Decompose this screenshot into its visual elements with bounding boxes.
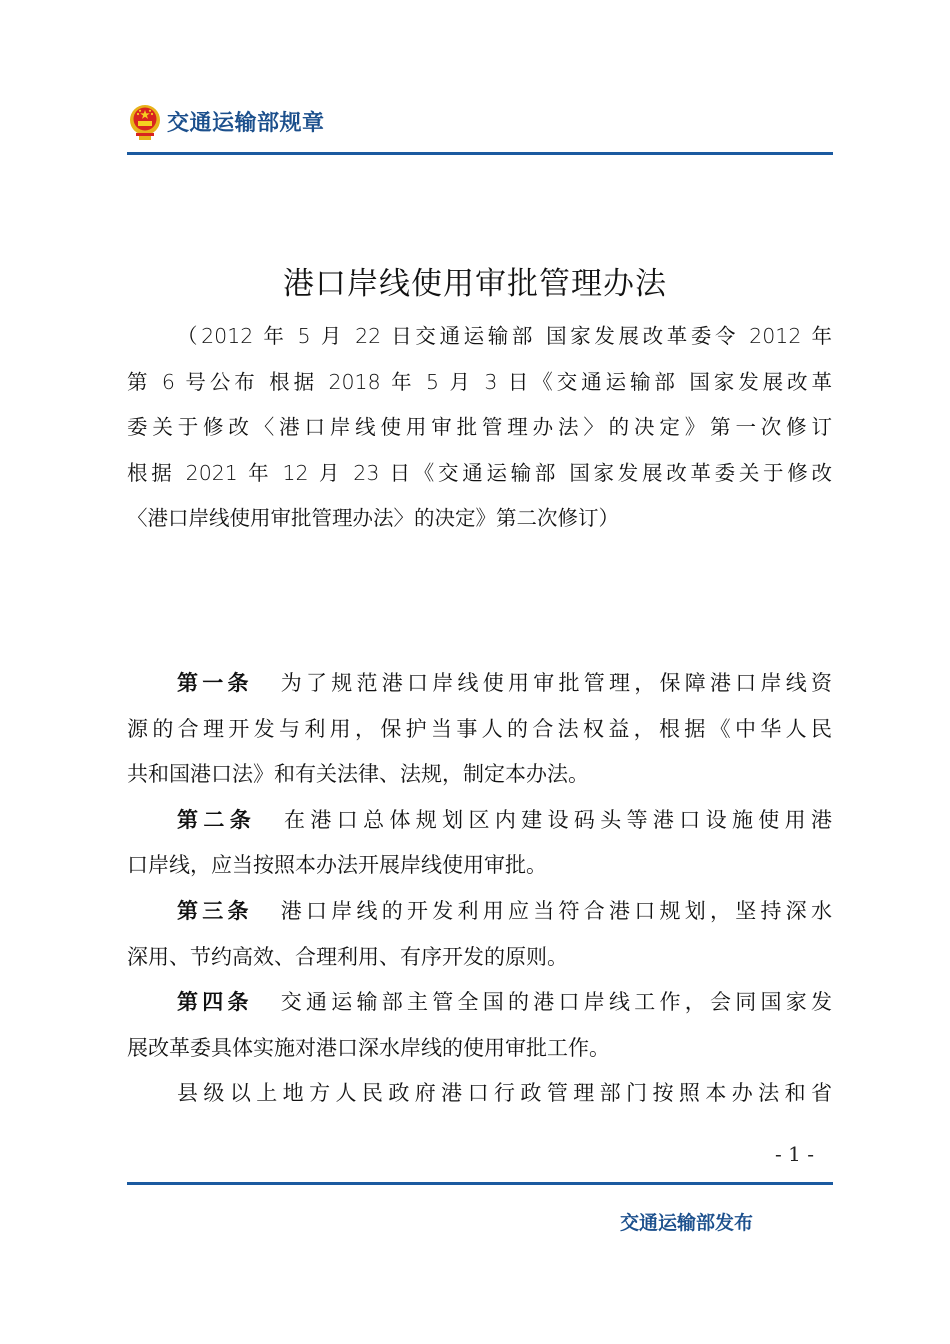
document-subtitle: [127, 314, 832, 542]
document-body: [127, 661, 832, 1117]
continuation-paragraph: 县级以上地方人民政府港口行政管理部门按照本办法和省: [177, 1081, 832, 1106]
subtitle-line: 根据 2021 年 12 月 23 日《交通运输部 国家发展改革委关于修改: [127, 460, 832, 485]
article-label: 第三条: [177, 898, 253, 923]
article-text: 交通运输部主管全国的港口岸线工作，会同国家发: [280, 990, 832, 1015]
national-emblem-icon: [127, 104, 163, 142]
article-3: [127, 889, 832, 980]
subtitle-line: 〈港口岸线使用审批管理办法〉的决定》第二次修订）: [127, 506, 619, 530]
article-2: [127, 798, 832, 889]
article-text: 源的合理开发与利用，保护当事人的合法权益，根据《中华人民: [127, 716, 832, 741]
article-label: 第四条: [177, 990, 253, 1015]
header-title: 交通运输部规章: [167, 111, 325, 136]
article-text: 在港口总体规划区内建设码头等港口设施使用港: [284, 807, 833, 832]
article-label: 第一条: [177, 671, 253, 695]
page-header: [127, 100, 833, 158]
article-label: 第二条: [177, 807, 257, 832]
article-1: [127, 661, 832, 798]
subtitle-line: 委关于修改〈港口岸线使用审批管理办法〉的决定》第一次修订: [127, 415, 832, 439]
page-number: - 1 -: [775, 1142, 814, 1166]
article-text: 为了规范港口岸线使用审批管理，保障港口岸线资: [280, 671, 832, 695]
footer-divider: [127, 1182, 833, 1185]
document-title: 港口岸线使用审批管理办法: [283, 266, 667, 302]
article-text: 展改革委具体实施对港口深水岸线的使用审批工作。: [127, 1035, 610, 1060]
subtitle-line: （2012 年 5 月 22 日交通运输部 国家发展改革委令 2012 年: [177, 324, 832, 348]
footer-publisher: 交通运输部发布: [620, 1212, 754, 1234]
article-text: 共和国港口法》和有关法律、法规，制定本办法。: [127, 762, 589, 787]
article-text: 深用、节约高效、合理利用、有序开发的原则。: [127, 944, 568, 969]
subtitle-line: 第 6 号公布 根据 2018 年 5 月 3 日《交通运输部 国家发展改革: [127, 369, 832, 394]
article-text: 口岸线，应当按照本办法开展岸线使用审批。: [127, 853, 547, 878]
header-divider: [127, 152, 833, 155]
article-text: 港口岸线的开发利用应当符合港口规划，坚持深水: [280, 898, 832, 923]
article-4: [127, 980, 832, 1071]
